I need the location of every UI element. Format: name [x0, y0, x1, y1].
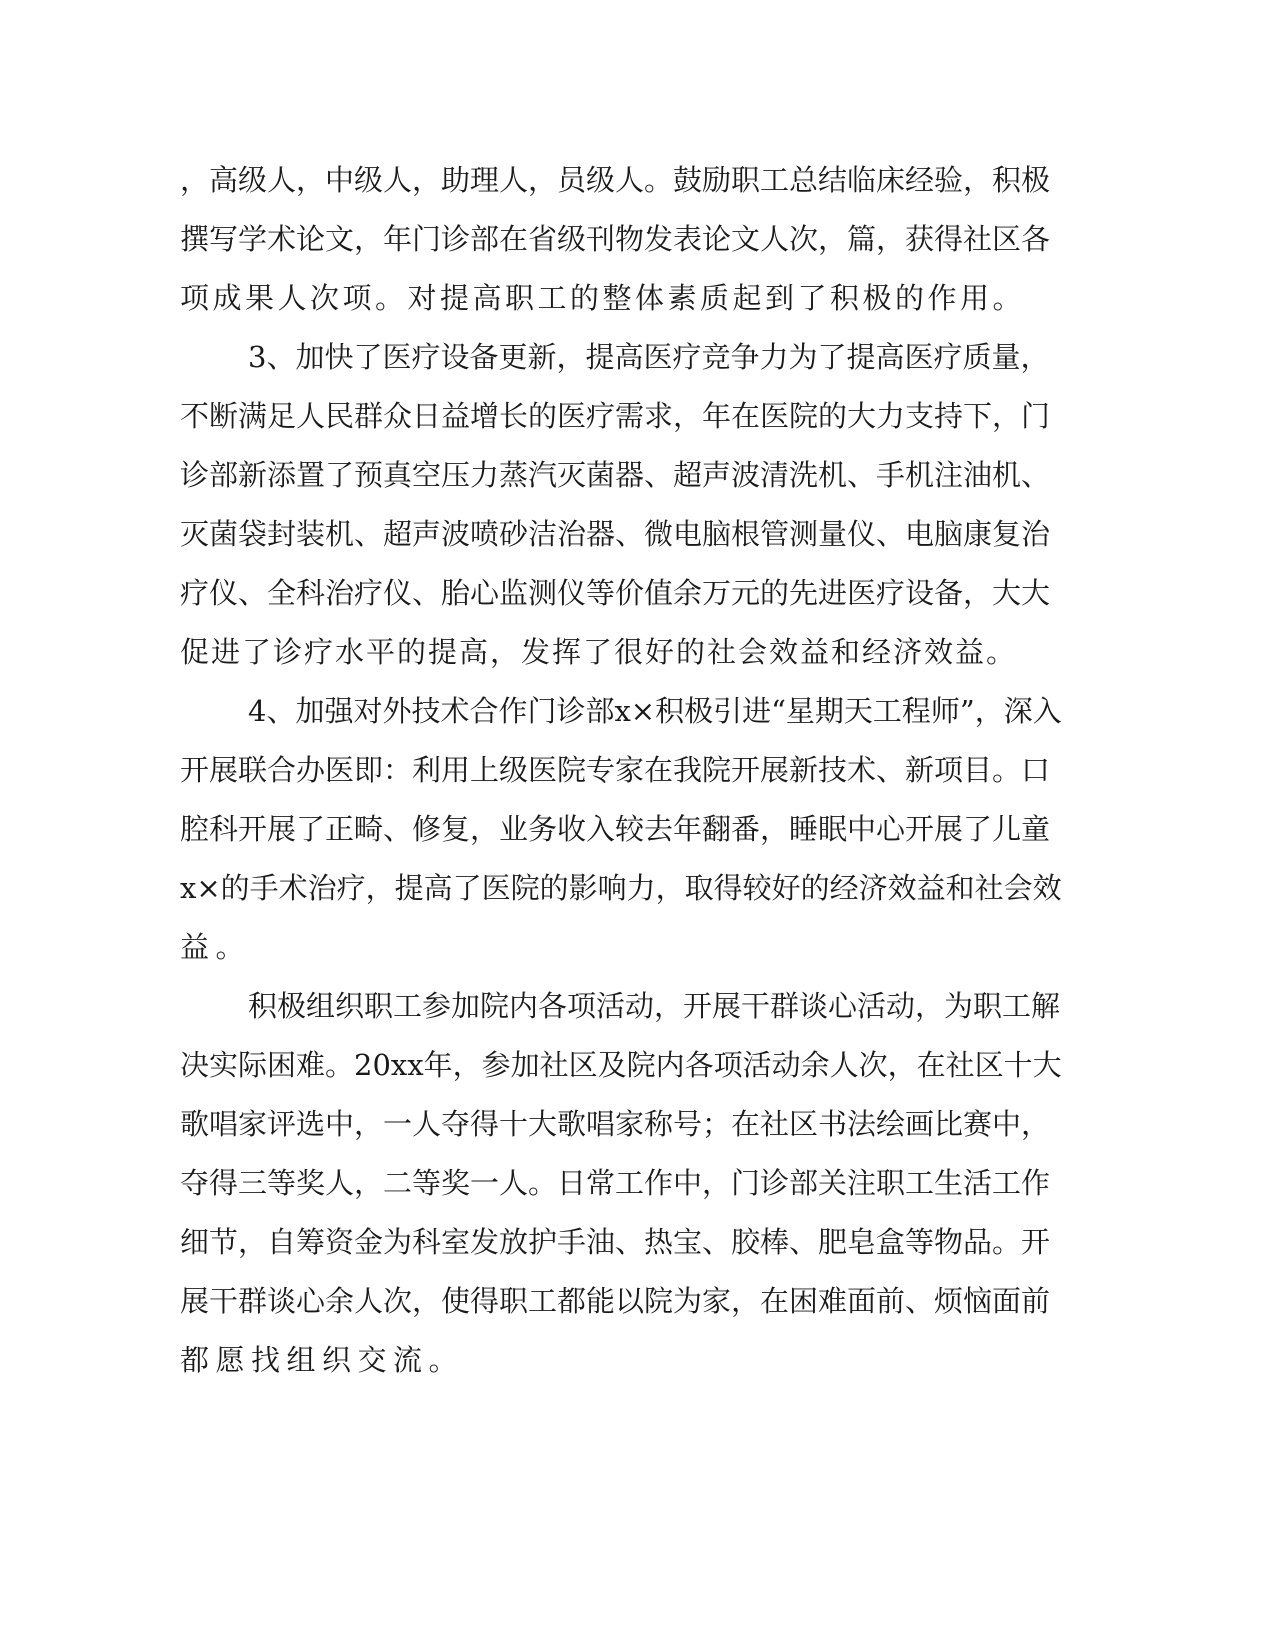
paragraph-3-line-4: x×的手术治疗，提高了医院的影响力，取得较好的经济效益和社会效	[180, 871, 1062, 905]
paragraph-2-line-1: 3、加快了医疗设备更新，提高医疗竞争力为了提高医疗质量，	[248, 340, 1050, 374]
paragraph-2-line-4: 灭菌袋封装机、超声波喷砂洁治器、微电脑根管测量仪、电脑康复治	[180, 517, 1051, 551]
paragraph-1-line-3: 项成果人次项。对提高职工的整体素质起到了积极的作用。	[180, 281, 1026, 315]
paragraph-4-line-2: 决实际困难。20xx年，参加社区及院内各项活动余人次，在社区十大	[180, 1048, 1062, 1082]
paragraph-4-line-7: 都愿找组织交流。	[180, 1343, 465, 1377]
paragraph-4-line-1: 积极组织职工参加院内各项活动，开展干群谈心活动，为职工解	[248, 989, 1061, 1023]
paragraph-2-line-5: 疗仪、全科治疗仪、胎心监测仪等价值余万元的先进医疗设备，大大	[180, 576, 1051, 610]
paragraph-2-line-2: 不断满足人民群众日益增长的医疗需求，年在医院的大力支持下，门	[180, 399, 1051, 433]
paragraph-3-line-5: 益。	[180, 930, 252, 964]
paragraph-2-line-6: 促进了诊疗水平的提高，发挥了很好的社会效益和经济效益。	[180, 635, 1018, 669]
paragraph-4-line-5: 细节，自筹资金为科室发放护手油、热宝、胶棒、肥皂盒等物品。开	[180, 1225, 1051, 1259]
paragraph-1-line-1: ，高级人，中级人，助理人，员级人。鼓励职工总结临床经验，积极	[180, 163, 1051, 197]
paragraph-4-line-4: 夺得三等奖人，二等奖一人。日常工作中，门诊部关注职工生活工作	[180, 1166, 1051, 1200]
paragraph-3-line-2: 开展联合办医即：利用上级医院专家在我院开展新技术、新项目。口	[180, 753, 1051, 787]
paragraph-4-line-6: 展干群谈心余人次，使得职工都能以院为家，在困难面前、烦恼面前	[180, 1284, 1051, 1318]
paragraph-2-line-3: 诊部新添置了预真空压力蒸汽灭菌器、超声波清洗机、手机注油机、	[180, 458, 1051, 492]
paragraph-3-line-3: 腔科开展了正畸、修复，业务收入较去年翻番，睡眠中心开展了儿童	[180, 812, 1051, 846]
paragraph-4-line-3: 歌唱家评选中，一人夺得十大歌唱家称号；在社区书法绘画比赛中，	[180, 1107, 1051, 1141]
paragraph-1-line-2: 撰写学术论文，年门诊部在省级刊物发表论文人次，篇，获得社区各	[180, 222, 1051, 256]
paragraph-3-line-1: 4、加强对外技术合作门诊部x×积极引进“星期天工程师”，深入	[248, 694, 1062, 728]
